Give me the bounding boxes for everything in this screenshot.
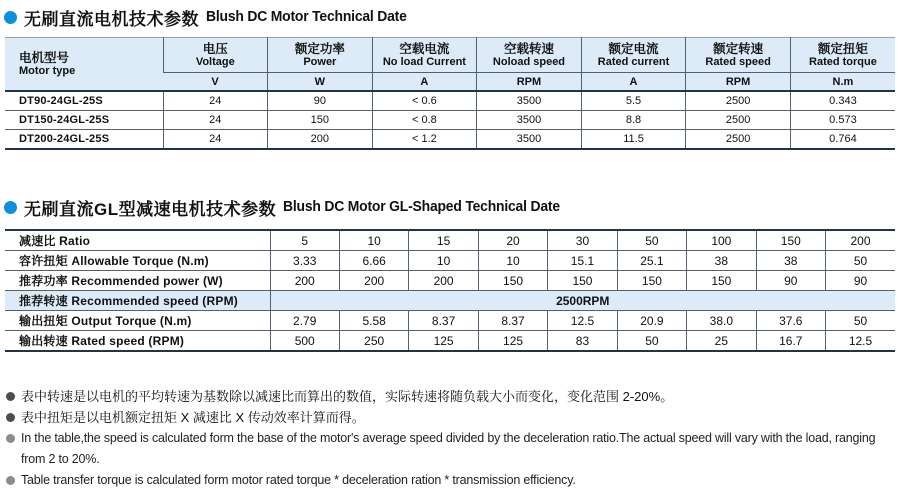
note-item bbox=[6, 386, 900, 407]
col-header-en: Voltage bbox=[195, 56, 235, 68]
table-cell: 200 bbox=[268, 130, 373, 150]
table-cell: 25.1 bbox=[617, 251, 686, 271]
col-header-en: Rated torque bbox=[809, 56, 877, 68]
table-row-output-torque bbox=[5, 311, 895, 331]
table-row bbox=[5, 91, 895, 111]
col-header-motor-type bbox=[5, 38, 163, 92]
col-header-en: No load Current bbox=[382, 56, 466, 68]
row-label: 减速比 Ratio bbox=[19, 234, 91, 248]
col-header-en: Rated current bbox=[597, 56, 670, 68]
note-bullet-icon bbox=[6, 434, 15, 443]
table-cell: 3.33 bbox=[270, 251, 339, 271]
table-cell: 24 bbox=[163, 130, 268, 150]
table-cell: 150 bbox=[756, 230, 825, 251]
table-cell: 3500 bbox=[477, 111, 582, 130]
note-bullet-icon bbox=[6, 476, 15, 485]
blue-bullet-icon bbox=[4, 11, 17, 24]
table-cell: 8.8 bbox=[581, 111, 686, 130]
table-cell: 3500 bbox=[477, 91, 582, 111]
table-row bbox=[5, 111, 895, 130]
table-cell: 2500 bbox=[686, 111, 791, 130]
footnotes bbox=[6, 386, 900, 491]
motor-model-cell: DT150-24GL-25S bbox=[5, 111, 163, 130]
motor-model-cell: DT200-24GL-25S bbox=[5, 130, 163, 150]
row-label: 推荐功率 Recommended power (W) bbox=[5, 271, 270, 291]
note-bullet-icon bbox=[6, 413, 15, 422]
table-cell: 0.764 bbox=[790, 130, 895, 150]
table-cell: 90 bbox=[826, 271, 896, 291]
table-cell: 8.37 bbox=[409, 311, 478, 331]
table-row bbox=[5, 130, 895, 150]
table-cell: < 0.6 bbox=[372, 91, 477, 111]
unit-cell: V bbox=[163, 73, 268, 92]
row-label: 容许扭矩 Allowable Torque (N.m) bbox=[5, 251, 270, 271]
note-text: 表中转速是以电机的平均转速为基数除以减速比而算出的数值，实际转速将随负载大小而变化，变化范围 2-20%。 bbox=[21, 389, 674, 404]
table-cell: 150 bbox=[687, 271, 756, 291]
table-cell: 5.58 bbox=[339, 311, 408, 331]
col-header-en: Power bbox=[303, 56, 337, 68]
col-header-cn: 额定功率 bbox=[294, 42, 345, 56]
table-row-rated-speed bbox=[5, 331, 895, 352]
table-cell: 2500 bbox=[686, 91, 791, 111]
table-cell: 500 bbox=[270, 331, 339, 352]
table-cell: 25 bbox=[687, 331, 756, 352]
col-header-rated-current bbox=[581, 38, 686, 73]
table-cell: 38.0 bbox=[687, 311, 756, 331]
table-cell: 200 bbox=[826, 230, 896, 251]
table-cell: 200 bbox=[270, 271, 339, 291]
table-cell: 10 bbox=[478, 251, 547, 271]
unit-cell: RPM bbox=[686, 73, 791, 92]
col-header-cn: 额定扭矩 bbox=[817, 42, 868, 56]
table-row-ratio bbox=[5, 230, 895, 251]
table-cell: 200 bbox=[409, 271, 478, 291]
header-row bbox=[5, 38, 895, 73]
table-cell: 10 bbox=[339, 230, 408, 251]
col-header-cn: 电压 bbox=[202, 42, 228, 56]
table-cell: 150 bbox=[617, 271, 686, 291]
table-cell: 200 bbox=[339, 271, 408, 291]
note-item bbox=[6, 407, 900, 428]
col-header-en: Noload speed bbox=[492, 56, 566, 68]
table-cell: 30 bbox=[548, 230, 617, 251]
col-header-cn: 额定电流 bbox=[608, 42, 659, 56]
table-cell: 15.1 bbox=[548, 251, 617, 271]
row-label: 输出扭矩 Output Torque (N.m) bbox=[5, 311, 270, 331]
col-header-cn: 电机型号 bbox=[19, 51, 70, 65]
note-bullet-icon bbox=[6, 392, 15, 401]
note-item bbox=[6, 428, 900, 470]
section2-title bbox=[0, 190, 900, 218]
col-header-rated-torque bbox=[790, 38, 895, 73]
row-label: 推荐转速 Recommended speed (RPM) bbox=[5, 291, 270, 311]
col-header-power bbox=[268, 38, 373, 73]
table-cell: 0.343 bbox=[790, 91, 895, 111]
col-header-cn: 额定转速 bbox=[713, 42, 764, 56]
col-header-en: Motor type bbox=[19, 65, 76, 77]
table-cell: 50 bbox=[617, 331, 686, 352]
table-cell: 50 bbox=[617, 230, 686, 251]
table-cell: 83 bbox=[548, 331, 617, 352]
table-cell: 20 bbox=[478, 230, 547, 251]
note-text: In the table,the speed is calculated form the base of the motor's average speed divided by the deceleration ratio.The actual speed will vary with the load, ranging from 2 to 20%. bbox=[21, 431, 876, 466]
col-header-rated-speed bbox=[686, 38, 791, 73]
section1-title bbox=[0, 0, 900, 28]
table-cell: 6.66 bbox=[339, 251, 408, 271]
unit-cell: A bbox=[581, 73, 686, 92]
table-row-allowable-torque bbox=[5, 251, 895, 271]
merged-speed-cell: 2500RPM bbox=[270, 291, 895, 311]
blue-bullet-icon bbox=[4, 201, 17, 214]
table-cell: 12.5 bbox=[548, 311, 617, 331]
unit-cell: N.m bbox=[790, 73, 895, 92]
note-text: 表中扭矩是以电机额定扭矩 X 减速比 X 传动效率计算而得。 bbox=[21, 410, 365, 425]
note-text: Table transfer torque is calculated form motor rated torque * deceleration ration * transmission efficiency. bbox=[21, 473, 576, 487]
gear-ratio-table bbox=[5, 229, 895, 352]
table-cell: 12.5 bbox=[826, 331, 896, 352]
table-cell: < 1.2 bbox=[372, 130, 477, 150]
table-cell: 150 bbox=[268, 111, 373, 130]
table-row-recommended-power bbox=[5, 271, 895, 291]
section1-title-en: Blush DC Motor Technical Date bbox=[206, 9, 407, 25]
section2-title-en: Blush DC Motor GL-Shaped Technical Date bbox=[283, 199, 560, 215]
table-cell: 20.9 bbox=[617, 311, 686, 331]
col-header-cn: 空载转速 bbox=[503, 42, 554, 56]
col-header-noload-current bbox=[372, 38, 477, 73]
col-header-en: Rated speed bbox=[705, 56, 771, 68]
table-cell: < 0.8 bbox=[372, 111, 477, 130]
table-cell: 11.5 bbox=[581, 130, 686, 150]
motor-model-cell: DT90-24GL-25S bbox=[5, 91, 163, 111]
table-row-recommended-speed bbox=[5, 291, 895, 311]
table-cell: 90 bbox=[756, 271, 825, 291]
unit-cell: A bbox=[372, 73, 477, 92]
table-cell: 125 bbox=[478, 331, 547, 352]
table-cell: 38 bbox=[687, 251, 756, 271]
table-cell: 125 bbox=[409, 331, 478, 352]
note-item bbox=[6, 470, 900, 491]
section2-title-cn: 无刷直流GL型减速电机技术参数 bbox=[24, 199, 277, 219]
unit-cell: W bbox=[268, 73, 373, 92]
unit-cell: RPM bbox=[477, 73, 582, 92]
table-cell: 100 bbox=[687, 230, 756, 251]
table-cell: 3500 bbox=[477, 130, 582, 150]
table-cell: 150 bbox=[548, 271, 617, 291]
motor-spec-table bbox=[5, 37, 895, 150]
table-cell: 0.573 bbox=[790, 111, 895, 130]
table-cell: 24 bbox=[163, 91, 268, 111]
table-cell: 10 bbox=[409, 251, 478, 271]
table-cell: 2.79 bbox=[270, 311, 339, 331]
table-cell: 8.37 bbox=[478, 311, 547, 331]
table-cell: 50 bbox=[826, 311, 896, 331]
table-cell: 38 bbox=[756, 251, 825, 271]
col-header-noload-speed bbox=[477, 38, 582, 73]
section1-title-cn: 无刷直流电机技术参数 bbox=[24, 9, 199, 29]
row-label: 输出转速 Rated speed (RPM) bbox=[5, 331, 270, 352]
table-cell: 150 bbox=[478, 271, 547, 291]
table-cell: 5.5 bbox=[581, 91, 686, 111]
table-cell: 15 bbox=[409, 230, 478, 251]
table-cell: 2500 bbox=[686, 130, 791, 150]
col-header-voltage bbox=[163, 38, 268, 73]
table-cell: 250 bbox=[339, 331, 408, 352]
table-cell: 50 bbox=[826, 251, 896, 271]
table-cell: 16.7 bbox=[756, 331, 825, 352]
table-cell: 5 bbox=[270, 230, 339, 251]
table-cell: 90 bbox=[268, 91, 373, 111]
col-header-cn: 空载电流 bbox=[399, 42, 450, 56]
table-cell: 24 bbox=[163, 111, 268, 130]
table-cell: 37.6 bbox=[756, 311, 825, 331]
